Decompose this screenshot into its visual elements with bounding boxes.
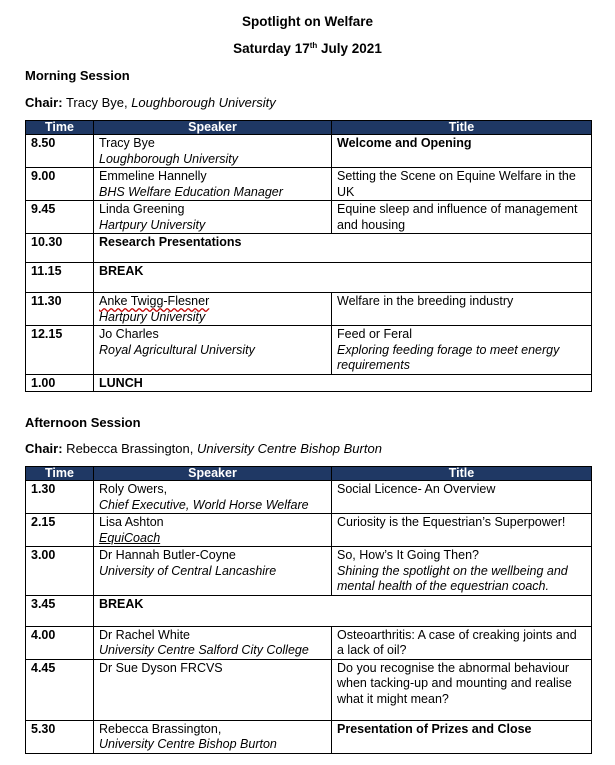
row-speaker: Dr Sue Dyson FRCVS xyxy=(94,659,332,720)
table-row xyxy=(26,547,592,596)
table-row xyxy=(26,168,592,201)
morning-schedule-table xyxy=(25,120,592,392)
row-title: Social Licence- An Overview xyxy=(332,481,592,514)
document-date: Saturday 17th July 2021 xyxy=(233,41,382,56)
table-row xyxy=(26,595,592,626)
row-time: 3.00 xyxy=(26,547,94,596)
table-row xyxy=(26,201,592,234)
row-speaker: Dr Rachel White University Centre Salford City College xyxy=(94,626,332,659)
header-time: Time xyxy=(26,121,94,135)
table-row xyxy=(26,263,592,293)
row-span-label: LUNCH xyxy=(94,374,592,392)
afternoon-chair: Chair: Rebecca Brassington, University Centre Bishop Burton xyxy=(25,441,382,456)
table-row xyxy=(26,514,592,547)
row-time: 1.30 xyxy=(26,481,94,514)
row-time: 9.45 xyxy=(26,201,94,234)
table-row xyxy=(26,720,592,753)
row-span-label: BREAK xyxy=(94,595,592,626)
row-title: Equine sleep and influence of management and housing xyxy=(332,201,592,234)
row-title: Osteoarthritis: A case of creaking joints and a lack of oil? xyxy=(332,626,592,659)
row-time: 11.30 xyxy=(26,293,94,326)
row-title: Presentation of Prizes and Close xyxy=(332,720,592,753)
afternoon-schedule-table xyxy=(25,466,592,754)
row-speaker: Tracy Bye Loughborough University xyxy=(94,135,332,168)
row-span-label: Research Presentations xyxy=(94,234,592,263)
table-row xyxy=(26,326,592,375)
header-title: Title xyxy=(332,121,592,135)
table-row xyxy=(26,135,592,168)
header-speaker: Speaker xyxy=(94,467,332,481)
row-speaker: Lisa Ashton EquiCoach xyxy=(94,514,332,547)
row-title: Welfare in the breeding industry xyxy=(332,293,592,326)
table-row xyxy=(26,374,592,392)
header-title: Title xyxy=(332,467,592,481)
row-time: 1.00 xyxy=(26,374,94,392)
row-time: 12.15 xyxy=(26,326,94,375)
afternoon-session-heading: Afternoon Session xyxy=(25,415,141,430)
table-row xyxy=(26,481,592,514)
row-span-label: BREAK xyxy=(94,263,592,293)
header-speaker: Speaker xyxy=(94,121,332,135)
row-title: So, How’s It Going Then? Shining the spotlight on the wellbeing and mental health of the equestrian coach. xyxy=(332,547,592,596)
row-time: 4.45 xyxy=(26,659,94,720)
row-time: 9.00 xyxy=(26,168,94,201)
row-time: 5.30 xyxy=(26,720,94,753)
morning-session-heading: Morning Session xyxy=(25,68,130,83)
row-title: Setting the Scene on Equine Welfare in the UK xyxy=(332,168,592,201)
row-time: 10.30 xyxy=(26,234,94,263)
table-row xyxy=(26,659,592,720)
row-speaker: Roly Owers, Chief Executive, World Horse Welfare xyxy=(94,481,332,514)
row-title: Curiosity is the Equestrian’s Superpower! xyxy=(332,514,592,547)
header-time: Time xyxy=(26,467,94,481)
row-speaker: Linda Greening Hartpury University xyxy=(94,201,332,234)
row-time: 4.00 xyxy=(26,626,94,659)
table-row xyxy=(26,234,592,263)
row-speaker: Dr Hannah Butler-Coyne University of Central Lancashire xyxy=(94,547,332,596)
table-row xyxy=(26,293,592,326)
row-title: Welcome and Opening xyxy=(332,135,592,168)
document-title: Spotlight on Welfare xyxy=(242,14,373,29)
row-time: 3.45 xyxy=(26,595,94,626)
row-time: 8.50 xyxy=(26,135,94,168)
row-speaker: Anke Twigg-Flesner Hartpury University xyxy=(94,293,332,326)
row-speaker: Jo Charles Royal Agricultural University xyxy=(94,326,332,375)
row-time: 2.15 xyxy=(26,514,94,547)
morning-chair: Chair: Tracy Bye, Loughborough University xyxy=(25,95,276,110)
row-speaker: Rebecca Brassington, University Centre Bishop Burton xyxy=(94,720,332,753)
table-row xyxy=(26,626,592,659)
row-title: Do you recognise the abnormal behaviour when tacking-up and mounting and realise what it might mean? xyxy=(332,659,592,720)
row-time: 11.15 xyxy=(26,263,94,293)
row-title: Feed or Feral Exploring feeding forage to meet energy requirements xyxy=(332,326,592,375)
row-speaker: Emmeline Hannelly BHS Welfare Education Manager xyxy=(94,168,332,201)
